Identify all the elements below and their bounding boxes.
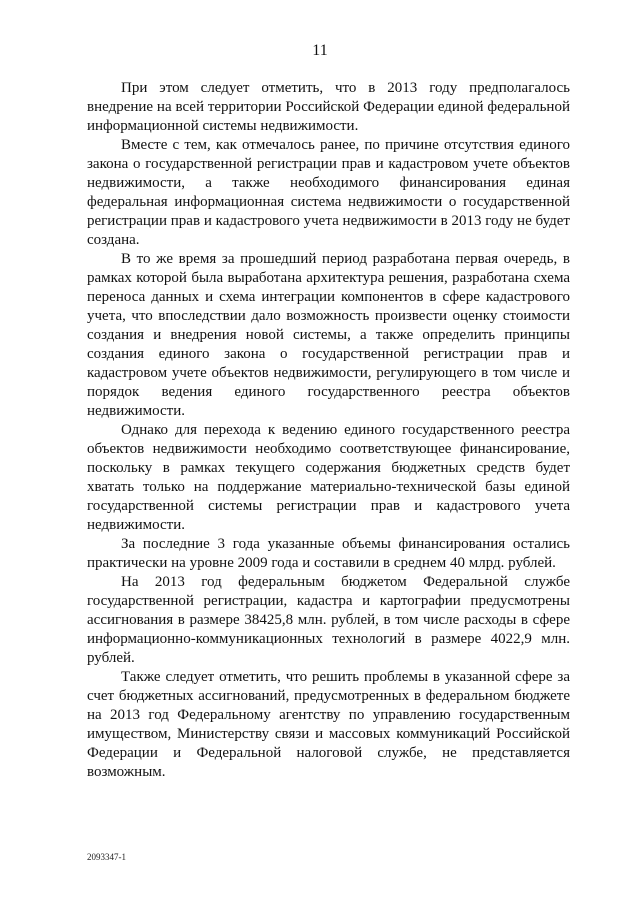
paragraph: Вместе с тем, как отмечалось ранее, по причине отсутствия единого закона о государственной регистрации прав и кадастровом учете объектов недвижимости, а также необходимого финансирования единая федеральная информационная система недвижимости о государственной регистрации прав и кадастрового учета недвижимости в 2013 году не будет создана. <box>87 137 570 248</box>
document-body <box>87 79 570 782</box>
paragraph: На 2013 год федеральным бюджетом Федеральной службе государственной регистрации, кадастра и картографии предусмотрены ассигнования в размере 38425,8 млн. рублей, в том числе расходы в сфере информационно-коммуникационных технологий в размере 4022,9 млн. рублей. <box>87 574 570 666</box>
page-number: 11 <box>312 42 328 59</box>
document-code: 2093347-1 <box>87 852 126 862</box>
paragraph: За последние 3 года указанные объемы финансирования остались практически на уровне 2009 года и составили в среднем 40 млрд. рублей. <box>87 536 570 571</box>
paragraph: Также следует отметить, что решить проблемы в указанной сфере за счет бюджетных ассигнований, предусмотренных в федеральном бюджете на 2013 год Федеральному агентству по управлению государственным имуществом, Министерству связи и массовых коммуникаций Российской Федерации и Федеральной налоговой службе, не представляется возможным. <box>87 669 570 780</box>
paragraph: В то же время за прошедший период разработана первая очередь, в рамках которой была выработана архитектура решения, разработана схема переноса данных и схема интеграции компонентов в сфере кадастрового учета, что впоследствии дало возможность произвести оценку стоимости создания и внедрения новой системы, а также определить принципы создания единого закона о государственной регистрации прав и кадастровом учете объектов недвижимости, регулирующего в том числе и порядок ведения единого государственного реестра объектов недвижимости. <box>87 251 570 419</box>
paragraph: Однако для перехода к ведению единого государственного реестра объектов недвижимости необходимо соответствующее финансирование, поскольку в рамках текущего содержания бюджетных средств будет хватать только на поддержание материально-технической базы единой государственной системы регистрации прав и кадастрового учета недвижимости. <box>87 422 570 533</box>
paragraph: При этом следует отметить, что в 2013 году предполагалось внедрение на всей территории Российской Федерации единой федеральной информационной системы недвижимости. <box>87 80 570 134</box>
